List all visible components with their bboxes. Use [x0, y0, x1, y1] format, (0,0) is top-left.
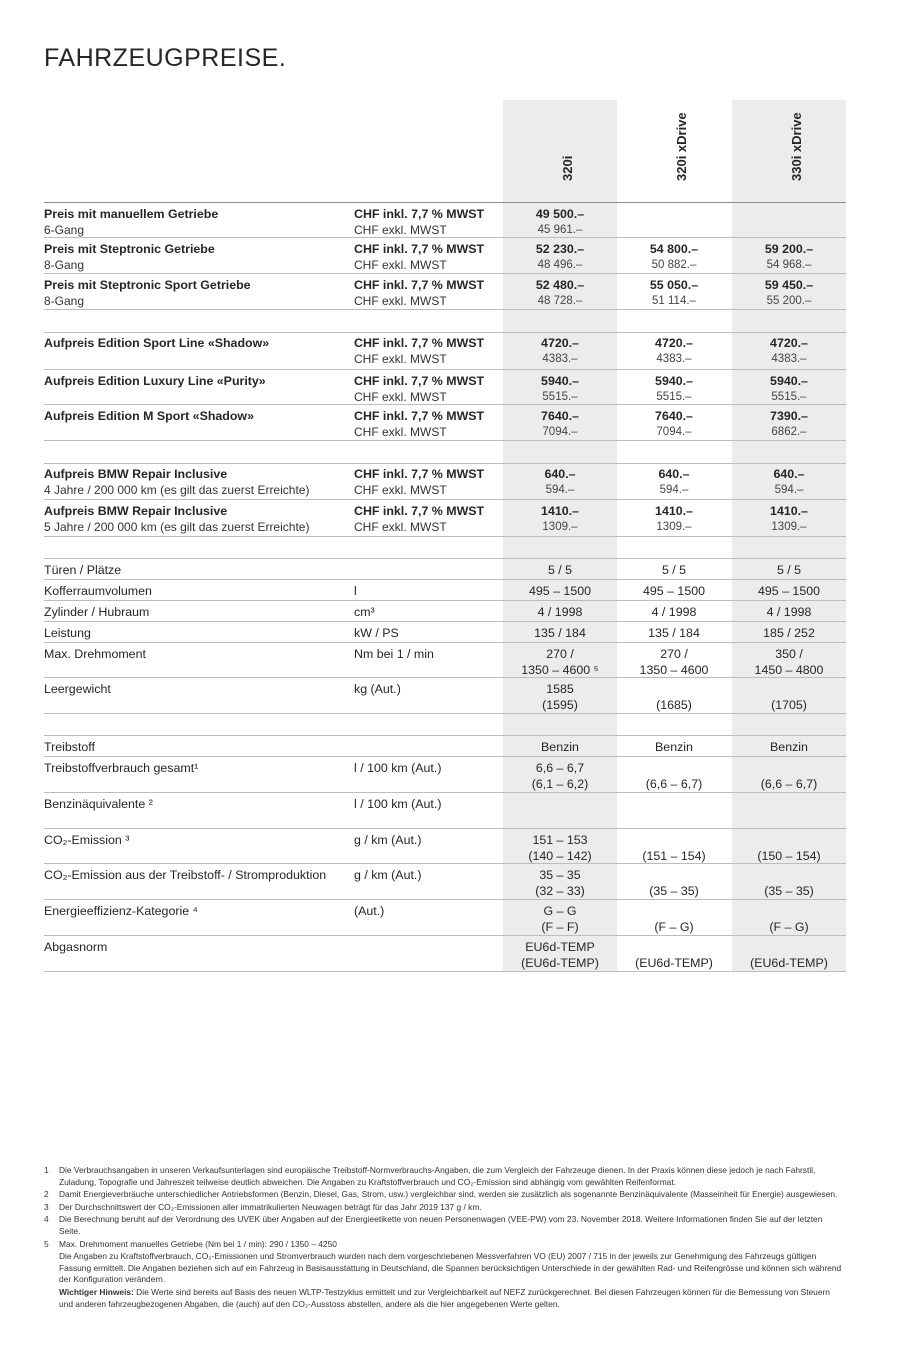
spec-value-line: 1350 – 4600 ⁵ [521, 662, 599, 677]
spec-value [617, 868, 731, 899]
spec-value-line: (35 – 35) [764, 883, 814, 898]
divider [44, 309, 846, 310]
spec-value [732, 563, 846, 579]
price-incl: 5940.– [541, 374, 579, 388]
price-cell [503, 336, 617, 367]
footnote-text: Die Berechnung beruht auf der Verordnung des UVEK über Angaben auf der Energieetikette von neuen Personenwagen (VEE-PW) vom 23. November 2018. Weitere Informationen finden Sie auf der letzten Seite. [59, 1214, 823, 1236]
price-cell [503, 374, 617, 405]
spec-value-line: (35 – 35) [649, 883, 699, 898]
currency-incl: CHF inkl. 7,7 % MWST [354, 467, 485, 481]
price-incl: 4720.– [770, 336, 808, 350]
spec-value [503, 868, 617, 899]
currency-label [354, 278, 504, 309]
spec-value [617, 761, 731, 792]
table-row [44, 643, 846, 678]
table-row [44, 864, 846, 900]
table-row [44, 203, 846, 238]
spec-unit: Nm bei 1 / min [354, 647, 434, 661]
column-header [732, 110, 846, 200]
table-row [44, 463, 846, 498]
price-excl: 54 968.– [766, 258, 812, 271]
footnote-number: 2 [44, 1189, 49, 1200]
spec-value-line: 350 / [775, 647, 803, 661]
spec-value-line: 6,6 – 6,7 [535, 761, 585, 775]
price-excl: 55 200.– [766, 294, 812, 307]
spec-value [503, 797, 617, 813]
spec-value-line: (F – G) [654, 919, 694, 934]
spec-label: Zylinder / Hubraum [44, 605, 150, 619]
spec-value [617, 626, 731, 642]
currency-label [354, 504, 504, 535]
price-excl: 594.– [774, 483, 804, 496]
price-excl: 50 882.– [651, 258, 697, 271]
currency-incl: CHF inkl. 7,7 % MWST [354, 278, 485, 292]
currency-label [354, 409, 504, 440]
price-excl: 5515.– [771, 390, 807, 403]
spec-value [503, 584, 617, 600]
spec-value-line: 270 / [660, 647, 688, 661]
price-excl: 6862.– [771, 425, 807, 438]
spec-value-line: 5 / 5 [661, 563, 687, 577]
row-subtitle: 5 Jahre / 200 000 km (es gilt das zuerst Erreichte) [44, 519, 310, 534]
row-label [44, 374, 344, 390]
spec-value-line: 135 / 184 [534, 626, 586, 640]
spec-value [617, 740, 731, 756]
table-row [44, 757, 846, 793]
row-subtitle: 8-Gang [44, 257, 85, 272]
price-cell [617, 504, 731, 535]
price-cell [732, 409, 846, 440]
price-cell [503, 409, 617, 440]
currency-label [354, 336, 504, 367]
footnote [44, 1239, 846, 1251]
divider [44, 463, 846, 464]
price-incl: 7640.– [541, 409, 579, 423]
price-cell [503, 278, 617, 309]
price-incl: 59 450.– [764, 278, 814, 292]
footnote-number: 1 [44, 1165, 49, 1175]
price-cell [503, 504, 617, 535]
price-incl: 52 230.– [535, 242, 585, 256]
price-incl: 1410.– [770, 504, 808, 518]
price-cell [617, 374, 731, 405]
spec-value-line: 5 / 5 [776, 563, 802, 577]
price-cell [732, 504, 846, 535]
price-cell [732, 278, 846, 309]
divider [44, 369, 846, 370]
row-label [44, 504, 344, 535]
price-cell [617, 409, 731, 440]
price-excl: 594.– [659, 483, 689, 496]
spec-value-line: 135 / 184 [648, 626, 700, 640]
spec-value-line [732, 904, 846, 920]
divider [44, 499, 846, 500]
spec-value [732, 682, 846, 713]
row-title: Preis mit manuellem Getriebe [44, 207, 219, 221]
spec-value [503, 940, 617, 971]
table-row [44, 370, 846, 405]
price-excl: 1309.– [656, 520, 692, 533]
table-row [44, 500, 846, 535]
spec-label: Kofferraumvolumen [44, 584, 152, 598]
price-cell [732, 374, 846, 405]
column-header-label: 330i xDrive [789, 112, 804, 181]
spec-value [732, 868, 846, 899]
spec-value-line: 151 – 153 [532, 833, 588, 847]
price-incl: 5940.– [655, 374, 693, 388]
price-cell [617, 467, 731, 498]
divider [44, 273, 846, 274]
column-header [503, 110, 617, 200]
spec-value-line: 4 / 1998 [537, 605, 583, 619]
spec-value-line: 495 – 1500 [642, 584, 705, 598]
price-incl: 52 480.– [535, 278, 585, 292]
spec-value [617, 940, 731, 971]
spec-value-line: 185 / 252 [763, 626, 815, 640]
price-cell [503, 242, 617, 273]
footnote-text: Damit Energieverbräuche unterschiedlicher Antriebsformen (Benzin, Diesel, Gas, Strom, usw.) vergleichbar sind, werden sie zusätzlich als sogenannte Benzinäquivalente (Masseinheit für Energie) ausgewiesen. [59, 1189, 838, 1200]
spec-value-line: (6,6 – 6,7) [645, 776, 703, 791]
price-incl: 1410.– [655, 504, 693, 518]
spec-label: CO₂-Emission ³ [44, 833, 130, 847]
spec-value [732, 797, 846, 813]
spec-value [732, 761, 846, 792]
divider [44, 237, 846, 238]
footnote-text: Der Durchschnittswert der CO₂-Emissionen aller immatrikulierten Neuwagen beträgt für das Jahr 2019 137 g / km. [59, 1201, 482, 1212]
price-excl: 45 961.– [537, 223, 583, 236]
spec-value [732, 833, 846, 864]
row-label [44, 242, 344, 273]
column-header [617, 110, 731, 200]
spec-value-line: (1685) [656, 697, 692, 712]
footnote [44, 1287, 846, 1310]
spec-value [732, 605, 846, 621]
row-subtitle: 4 Jahre / 200 000 km (es gilt das zuerst Erreichte) [44, 482, 310, 497]
spec-value-line [617, 761, 731, 777]
spec-value [503, 740, 617, 756]
spec-value-line: (EU6d-TEMP) [521, 955, 599, 970]
spec-value-line: 5 / 5 [547, 563, 573, 577]
spec-unit: l / 100 km (Aut.) [354, 761, 442, 775]
currency-excl: CHF exkl. MWST [354, 257, 447, 272]
price-excl: 1309.– [542, 520, 578, 533]
spec-value [732, 626, 846, 642]
price-excl: 4383.– [542, 352, 578, 365]
spec-value-line [617, 797, 731, 813]
spec-label: Abgasnorm [44, 940, 108, 954]
currency-incl: CHF inkl. 7,7 % MWST [354, 374, 485, 388]
price-cell [732, 242, 846, 273]
row-label [44, 467, 344, 498]
currency-label [354, 467, 504, 498]
table-row [44, 829, 846, 864]
price-cell [617, 278, 731, 309]
table-row [44, 405, 846, 440]
spec-label: Leistung [44, 626, 91, 640]
spec-value [732, 584, 846, 600]
spec-value-line: G – G [543, 904, 577, 918]
row-subtitle: 8-Gang [44, 293, 85, 308]
table-row [44, 601, 846, 622]
row-subtitle: 6-Gang [44, 222, 85, 237]
spec-value-line [617, 682, 731, 698]
spec-value-line: Benzin [655, 740, 693, 754]
footnote [44, 1202, 846, 1214]
divider [44, 440, 846, 441]
price-incl: 640.– [544, 467, 576, 481]
currency-excl: CHF exkl. MWST [354, 222, 447, 237]
spec-value [732, 940, 846, 971]
divider [44, 536, 846, 537]
divider [44, 332, 846, 333]
price-incl: 4720.– [541, 336, 579, 350]
price-excl: 4383.– [656, 352, 692, 365]
spec-value [732, 647, 846, 678]
spec-value-line: 35 – 35 [539, 868, 581, 882]
spec-value-line: 495 – 1500 [757, 584, 820, 598]
spec-value [732, 904, 846, 935]
currency-excl: CHF exkl. MWST [354, 482, 447, 497]
footnote-number: 3 [44, 1201, 49, 1212]
table-row [44, 332, 846, 367]
footnote-number: 5 [44, 1238, 49, 1249]
row-label [44, 409, 344, 425]
currency-incl: CHF inkl. 7,7 % MWST [354, 336, 485, 350]
spec-value-line [732, 868, 846, 884]
price-excl: 4383.– [771, 352, 807, 365]
spec-unit: g / km (Aut.) [354, 833, 422, 847]
footnote-text: Wichtiger Hinweis: Die Werte sind bereits auf Basis des neuen WLTP-Testzyklus ermittelt und zur Vergleichbarkeit auf NEFZ zurückgerechnet. Bei diesen Fahrzeugen können für die Bemessung von Steuern und anderen fahrzeugbezogenen Abgaben, die (auch) auf den CO₂-Ausstoss abstellen, andere als die hier angegebenen Werte gelten. [59, 1286, 830, 1309]
spec-value [503, 833, 617, 864]
price-cell [732, 336, 846, 367]
spec-value-line: (140 – 142) [528, 848, 592, 863]
spec-label: Treibstoffverbrauch gesamt¹ [44, 761, 199, 775]
spec-value [503, 682, 617, 713]
spec-label: Leergewicht [44, 682, 111, 696]
footnote-text: Max. Drehmoment manuelles Getriebe (Nm bei 1 / min): 290 / 1350 – 4250 [59, 1238, 337, 1249]
spec-value-line: (6,6 – 6,7) [760, 776, 818, 791]
spec-value [617, 605, 731, 621]
spec-value [617, 904, 731, 935]
price-excl: 1309.– [771, 520, 807, 533]
footnote-text: Die Verbrauchsangaben in unseren Verkaufsunterlagen sind europäische Treibstoff-Normverbrauchs-Angaben, die zum Vergleich der Fahrzeuge dienen. In der Praxis können diese jedoch je nach Fahrstil, Zuladung, Topografie und Jahreszeit teilweise deutlich abweichen. Die Angaben zu Kraftstoffverbrauch und CO₂-Emission sind abhängig vom gewählten Reifenformat. [59, 1165, 816, 1187]
price-incl: 640.– [773, 467, 805, 481]
spec-label: Türen / Plätze [44, 563, 122, 577]
row-title: Preis mit Steptronic Getriebe [44, 242, 215, 256]
row-title: Aufpreis Edition Sport Line «Shadow» [44, 336, 270, 350]
spec-value-line [732, 940, 846, 956]
price-cell [503, 467, 617, 498]
spec-value-line [617, 833, 731, 849]
table-row [44, 559, 846, 580]
spec-value-line: (F – F) [541, 919, 579, 934]
price-excl: 48 728.– [537, 294, 583, 307]
spec-value-line: (6,1 – 6,2) [531, 776, 589, 791]
spec-value [503, 761, 617, 792]
spec-label: Max. Drehmoment [44, 647, 146, 661]
price-cell [617, 336, 731, 367]
row-label [44, 336, 344, 352]
price-excl: 48 496.– [537, 258, 583, 271]
table-row [44, 936, 846, 971]
spec-value [617, 833, 731, 864]
spec-value-line: (151 – 154) [642, 848, 706, 863]
spec-value [617, 563, 731, 579]
price-incl: 7640.– [655, 409, 693, 423]
currency-excl: CHF exkl. MWST [354, 519, 447, 534]
page-title: FAHRZEUGPREISE. [44, 44, 287, 72]
currency-label [354, 374, 504, 405]
spec-value [503, 626, 617, 642]
price-excl: 594.– [545, 483, 575, 496]
spec-value-line: Benzin [541, 740, 579, 754]
currency-excl: CHF exkl. MWST [354, 293, 447, 308]
spec-value-line [732, 682, 846, 698]
row-title: Aufpreis Edition M Sport «Shadow» [44, 409, 254, 423]
price-incl: 4720.– [655, 336, 693, 350]
currency-incl: CHF inkl. 7,7 % MWST [354, 207, 485, 221]
table-row [44, 900, 846, 936]
spec-value-line: (F – G) [769, 919, 809, 934]
spec-value-line: (1705) [771, 697, 807, 712]
spec-value [732, 740, 846, 756]
currency-incl: CHF inkl. 7,7 % MWST [354, 242, 485, 256]
spec-value [503, 605, 617, 621]
spec-value-line: 495 – 1500 [528, 584, 591, 598]
spec-value-line: (32 – 33) [535, 883, 585, 898]
spec-value-line [617, 904, 731, 920]
spec-label: Treibstoff [44, 740, 95, 754]
spec-value-line [503, 797, 617, 813]
table-row [44, 238, 846, 273]
price-incl: 54 800.– [649, 242, 699, 256]
footnote [44, 1165, 846, 1188]
divider [44, 404, 846, 405]
footnote [44, 1251, 846, 1286]
spec-value [617, 584, 731, 600]
price-cell [503, 207, 617, 238]
spec-value-line: EU6d-TEMP [525, 940, 595, 954]
spec-value [617, 647, 731, 678]
price-excl: 7094.– [542, 425, 578, 438]
spec-label: Benzinäquivalente ² [44, 797, 153, 811]
price-incl: 7390.– [770, 409, 808, 423]
spec-value [617, 682, 731, 713]
spec-unit: l / 100 km (Aut.) [354, 797, 442, 811]
table-row [44, 678, 846, 713]
currency-excl: CHF exkl. MWST [354, 424, 447, 439]
currency-label [354, 207, 504, 238]
row-title: Aufpreis Edition Luxury Line «Purity» [44, 374, 266, 388]
spec-unit: g / km (Aut.) [354, 868, 422, 882]
currency-label [354, 242, 504, 273]
spec-value-line [732, 833, 846, 849]
spec-value-line: Benzin [770, 740, 808, 754]
column-header-label: 320i [560, 155, 575, 181]
spec-unit: (Aut.) [354, 904, 385, 918]
spec-value-line [617, 868, 731, 884]
footnote-emphasis: Wichtiger Hinweis: [59, 1286, 134, 1297]
spec-value-line: 270 / [546, 647, 574, 661]
spec-label: CO₂-Emission aus der Treibstoff- / Stromproduktion [44, 868, 327, 882]
price-excl: 7094.– [656, 425, 692, 438]
price-excl: 51 114.– [652, 294, 696, 307]
spec-value-line [732, 761, 846, 777]
spec-value-line: 4 / 1998 [651, 605, 697, 619]
spec-value [503, 647, 617, 678]
price-excl: 5515.– [542, 390, 578, 403]
spec-unit: kg (Aut.) [354, 682, 401, 696]
spec-value-line: (1595) [542, 697, 578, 712]
table-row [44, 274, 846, 309]
spec-value-line: 1450 – 4800 [754, 662, 824, 677]
spec-value-line: (150 – 154) [757, 848, 821, 863]
row-label [44, 278, 344, 309]
currency-excl: CHF exkl. MWST [354, 351, 447, 366]
price-excl: 5515.– [656, 390, 692, 403]
spec-value-line: 1350 – 4600 [639, 662, 709, 677]
row-label [44, 207, 344, 238]
row-title: Aufpreis BMW Repair Inclusive [44, 467, 228, 481]
footnote [44, 1214, 846, 1237]
spec-value [617, 797, 731, 813]
price-cell [617, 242, 731, 273]
spec-unit: cm³ [354, 605, 375, 619]
spec-label: Energieeffizienz-Kategorie ⁴ [44, 904, 198, 918]
spec-value-line [617, 940, 731, 956]
footnote-number: 4 [44, 1214, 49, 1225]
currency-incl: CHF inkl. 7,7 % MWST [354, 504, 485, 518]
price-incl: 640.– [658, 467, 690, 481]
price-incl: 49 500.– [535, 207, 585, 221]
spec-value-line: 1585 [546, 682, 574, 696]
currency-incl: CHF inkl. 7,7 % MWST [354, 409, 485, 423]
price-incl: 59 200.– [764, 242, 814, 256]
column-header-label: 320i xDrive [674, 112, 689, 181]
spec-value-line: (EU6d-TEMP) [635, 955, 713, 970]
table-row [44, 622, 846, 643]
footnote [44, 1189, 846, 1201]
price-incl: 55 050.– [649, 278, 699, 292]
spec-value [503, 563, 617, 579]
spec-value-line [732, 797, 846, 813]
spec-value [503, 904, 617, 935]
footnote-text: Die Angaben zu Kraftstoffverbrauch, CO₂-Emissionen und Stromverbrauch wurden nach dem vorgeschriebenen Messverfahren VO (EU) 2007 / 715 in der jeweils zur Genehmigung des Fahrzeugs gültigen Fassung ermittelt. Die Angaben beziehen sich auf ein Fahrzeug in Basisausstattung in Deutschland, die Spannen berücksichtigen Unterschiede in der gewählten Rad- und Reifengrösse und können sich während der Konfiguration verändern. [59, 1251, 842, 1285]
price-cell [732, 467, 846, 498]
table-row [44, 793, 846, 829]
table-row [44, 580, 846, 601]
spec-unit: l [354, 584, 357, 598]
price-incl: 1410.– [541, 504, 579, 518]
currency-excl: CHF exkl. MWST [354, 389, 447, 404]
spec-value-line: (EU6d-TEMP) [750, 955, 828, 970]
table-row [44, 736, 846, 757]
footnotes [44, 1165, 846, 1311]
row-title: Preis mit Steptronic Sport Getriebe [44, 278, 251, 292]
spec-value-line: 4 / 1998 [766, 605, 812, 619]
divider [44, 713, 846, 714]
divider [44, 971, 846, 972]
spec-unit: kW / PS [354, 626, 399, 640]
row-title: Aufpreis BMW Repair Inclusive [44, 504, 228, 518]
price-incl: 5940.– [770, 374, 808, 388]
